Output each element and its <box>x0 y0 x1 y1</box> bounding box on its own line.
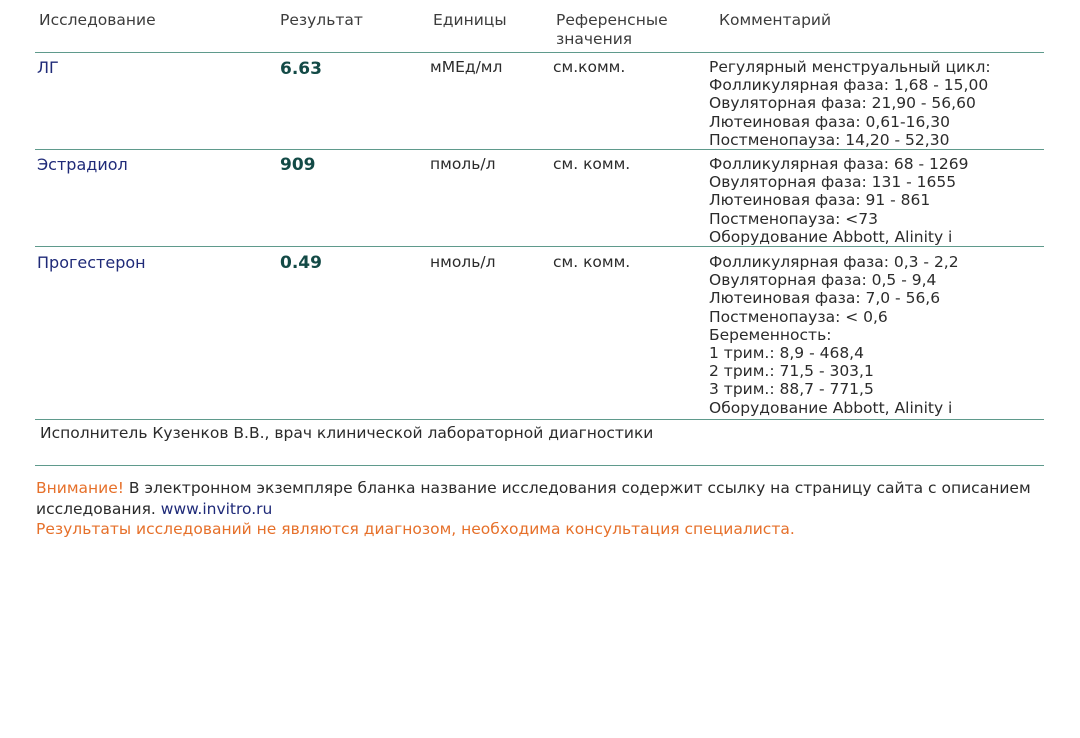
comment-lh <box>709 58 1044 149</box>
invitro-link[interactable]: www.invitro.ru <box>160 499 273 518</box>
performer-signature: Исполнитель Кузенков В.В., врач клинической лабораторной диагностики <box>40 424 654 442</box>
header-units: Единицы <box>433 11 507 29</box>
comment-line: Овуляторная фаза: 0,5 - 9,4 <box>709 271 937 290</box>
reference-estradiol: см. комм. <box>553 155 631 173</box>
comment-line: Беременность: <box>709 325 832 344</box>
header-test: Исследование <box>39 11 156 29</box>
comment-line: Лютеиновая фаза: 91 - 861 <box>709 191 931 210</box>
comment-line: Овуляторная фаза: 131 - 1655 <box>709 173 957 192</box>
comment-line: Фолликулярная фаза: 68 - 1269 <box>709 155 969 173</box>
comment-line: Фолликулярная фаза: 0,3 - 2,2 <box>709 253 959 271</box>
comment-progesterone <box>709 253 1044 417</box>
reference-lh: см.комм. <box>553 58 626 76</box>
header-reference <box>556 11 668 49</box>
comment-line: Постменопауза: <73 <box>709 209 878 228</box>
comment-line: 2 трим.: 71,5 - 303,1 <box>709 362 874 381</box>
notice-divider <box>35 465 1044 466</box>
header-result: Результат <box>280 11 363 29</box>
units-progesterone: нмоль/л <box>430 253 496 271</box>
result-progesterone: 0.49 <box>280 253 322 273</box>
test-name-lh[interactable]: ЛГ <box>37 58 59 77</box>
header-divider <box>35 52 1044 53</box>
comment-line: 1 трим.: 8,9 - 468,4 <box>709 344 864 363</box>
units-estradiol: пмоль/л <box>430 155 496 173</box>
notice-block <box>36 478 1046 540</box>
comment-line: Лютеиновая фаза: 7,0 - 56,6 <box>709 289 941 308</box>
comment-line: Постменопауза: < 0,6 <box>709 307 888 326</box>
test-name-estradiol[interactable]: Эстрадиол <box>37 155 128 174</box>
units-lh: мМЕд/мл <box>430 58 503 76</box>
disclaimer: Результаты исследований не являются диагнозом, необходима консультация специалиста. <box>36 520 795 538</box>
comment-line: Оборудование Abbott, Alinity i <box>709 227 953 246</box>
result-estradiol: 909 <box>280 155 316 175</box>
comment-line: Фолликулярная фаза: 1,68 - 15,00 <box>709 76 989 95</box>
header-comment: Комментарий <box>719 11 832 29</box>
header-reference-line1: Референсные <box>556 11 668 29</box>
test-name-progesterone[interactable]: Прогестерон <box>37 253 146 272</box>
reference-progesterone: см. комм. <box>553 253 631 271</box>
comment-estradiol <box>709 155 1044 246</box>
comment-line: Регулярный менструальный цикл: <box>709 58 991 76</box>
row-divider <box>35 149 1044 150</box>
notice-text: В электронном экземпляре бланка название исследования содержит ссылку на страницу сайта с описанием исследования. <box>36 479 1031 518</box>
comment-line: Овуляторная фаза: 21,90 - 56,60 <box>709 94 976 113</box>
result-lh: 6.63 <box>280 59 322 79</box>
comment-line: 3 трим.: 88,7 - 771,5 <box>709 380 874 399</box>
comment-line: Постменопауза: 14,20 - 52,30 <box>709 130 950 149</box>
header-reference-line2: значения <box>556 30 633 48</box>
comment-line: Оборудование Abbott, Alinity i <box>709 398 953 417</box>
attention-label: Внимание! <box>36 479 124 497</box>
comment-line: Лютеиновая фаза: 0,61-16,30 <box>709 112 950 131</box>
table-bottom-divider <box>35 419 1044 420</box>
row-divider <box>35 246 1044 247</box>
